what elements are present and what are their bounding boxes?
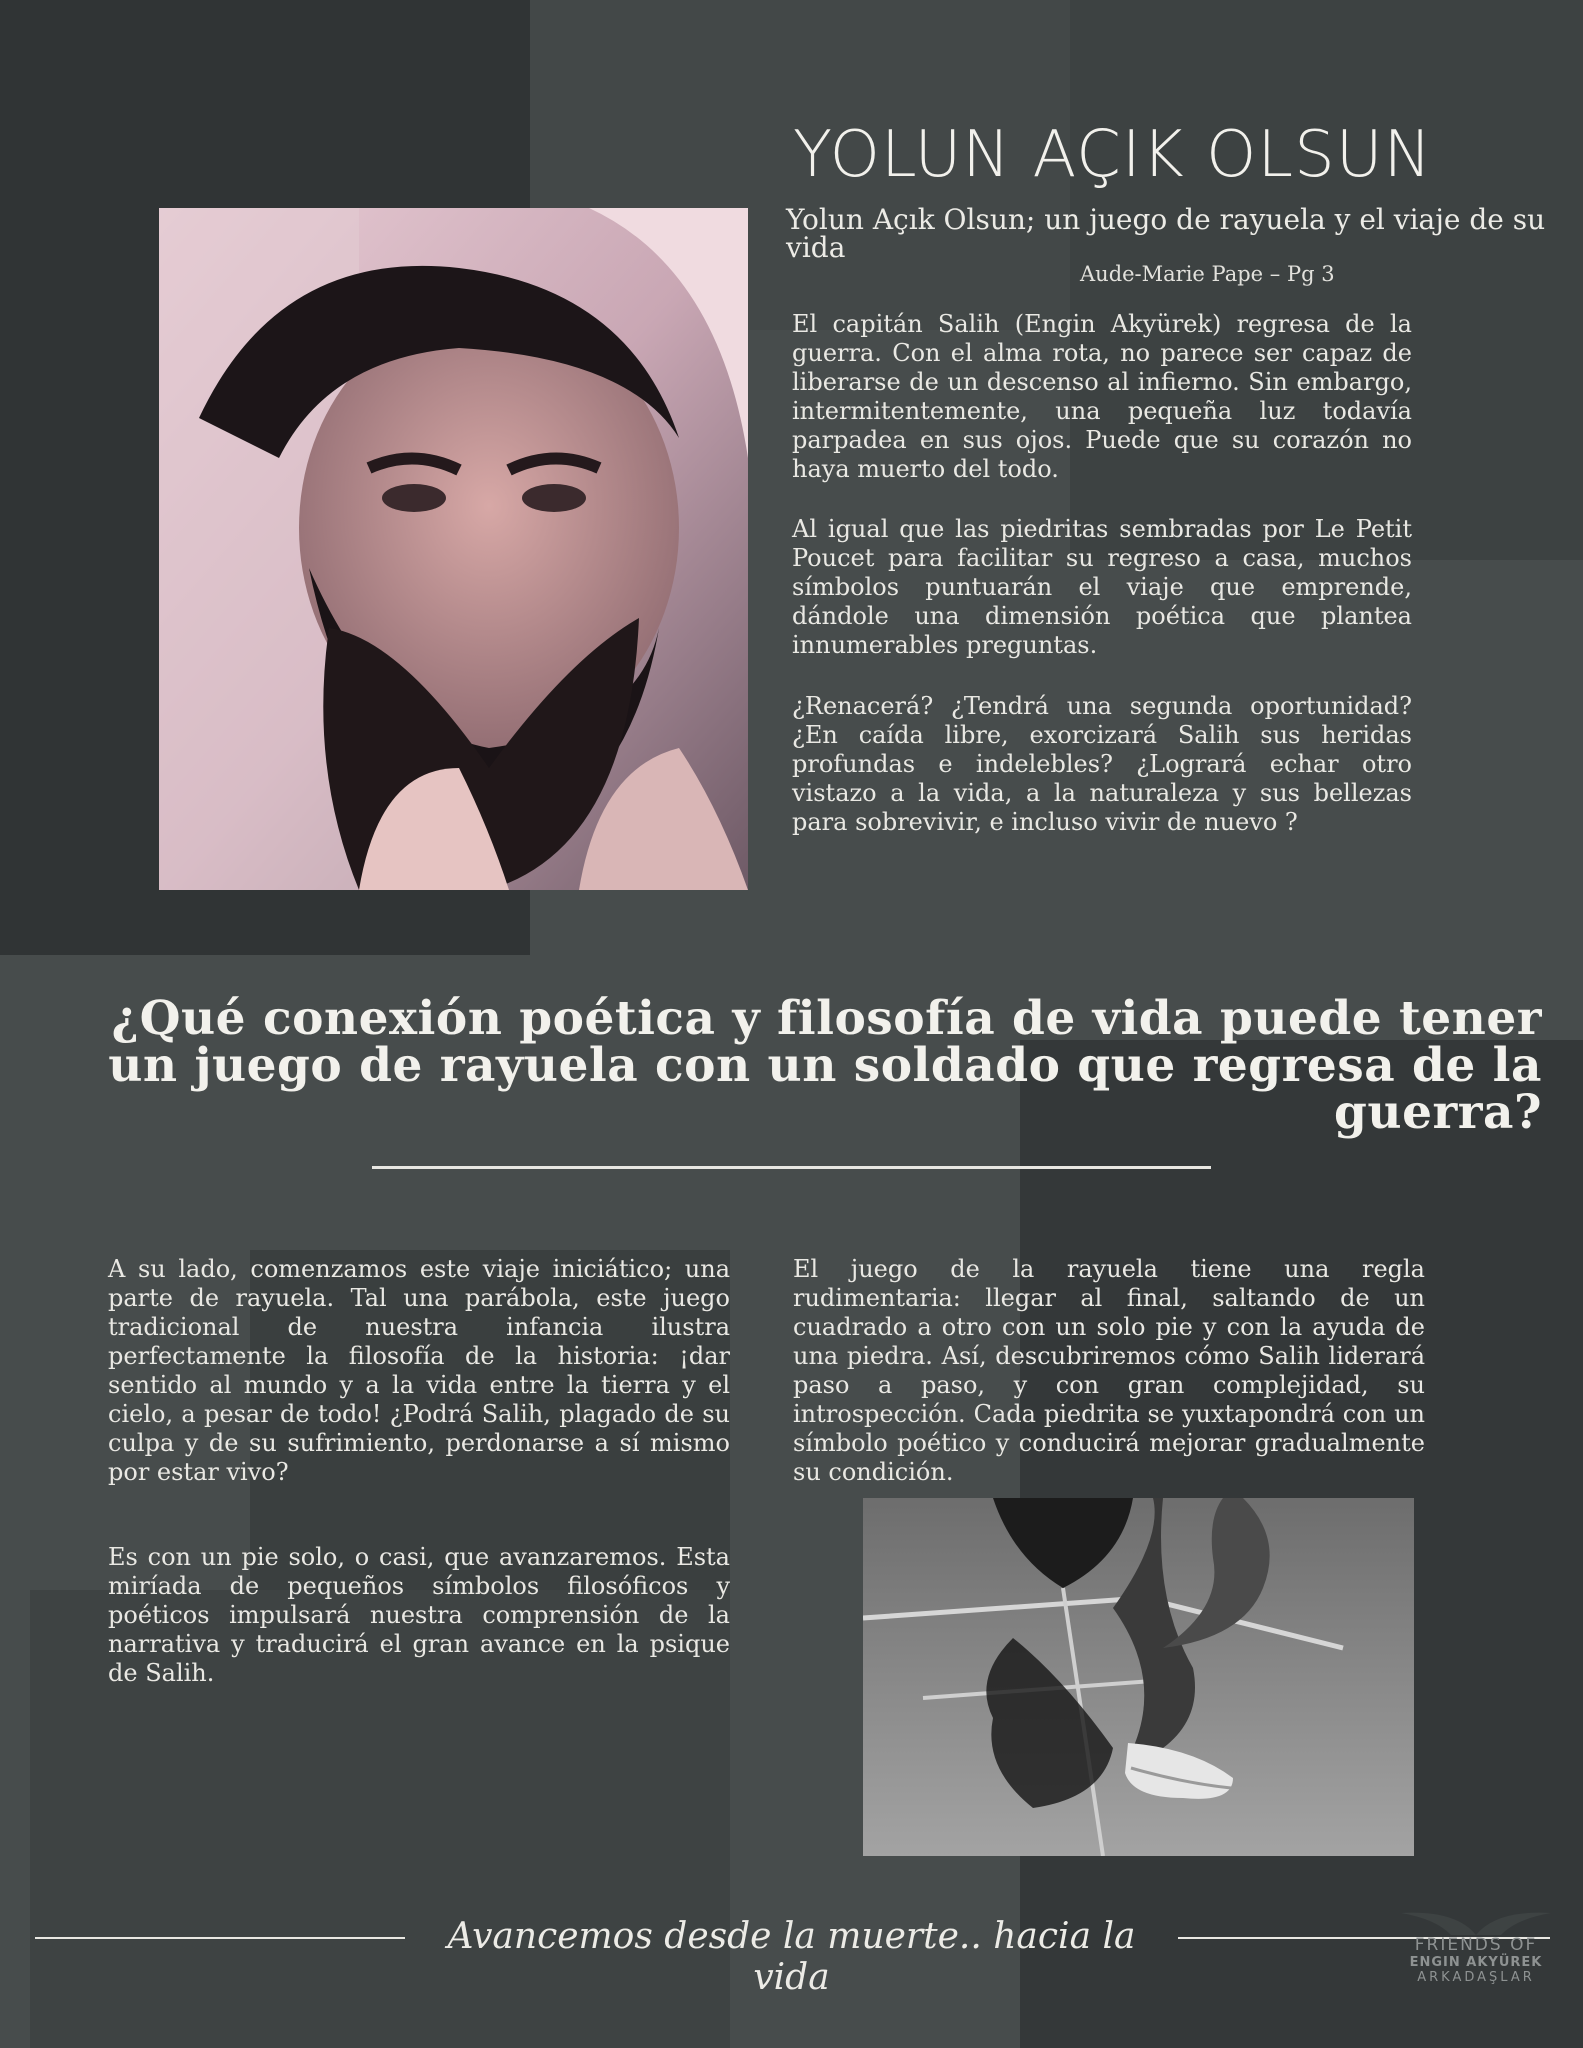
article-subtitle: Yolun Açık Olsun; un juego de rayuela y el viaje de su vida	[786, 203, 1546, 264]
footer-divider-left	[35, 1937, 405, 1939]
author-byline: Aude-Marie Pape – Pg 3	[1080, 262, 1335, 286]
section-question-heading: ¿Qué conexión poética y filosofía de vida puede tener un juego de rayuela con un soldado que regresa de la guerra?	[108, 991, 1542, 1140]
intro-paragraph-2: Al igual que las piedritas sembradas por Le Petit Poucet para facilitar su regreso a casa, muchos símbolos puntuarán el viaje que emprende, dándole una dimensión poética que plantea innumerables preguntas.	[792, 515, 1412, 659]
body-right-paragraph: El juego de la rayuela tiene una regla rudimentaria: llegar al final, saltando de un cuadrado a otro con un solo pie y con la ayuda de una piedra. Así, descubriremos cómo Salih liderará paso a paso, y con gran complejidad, su introspección. Cada piedrita se yuxtapondrá con un símbolo poético y conducirá mejorar gradualmente su condición.	[793, 1255, 1425, 1486]
intro-paragraph-3: ¿Renacerá? ¿Tendrá una segunda oportunidad? ¿En caída libre, exorcizará Salih sus heridas profundas e indelebles? ¿Logrará echar otro vistazo a la vida, a la naturaleza y sus bellezas para sobrevivir, e incluso vivir de nuevo ?	[792, 692, 1412, 836]
footer-quote: Avancemos desde la muerte.. hacia la vida	[447, 1916, 1136, 1998]
friends-of-engin-akyurek-logo	[1396, 1905, 1556, 1990]
logo-text-line-3: ARKADAŞLAR	[1417, 1970, 1535, 1985]
portrait-photo	[159, 208, 748, 890]
bearded-man-portrait-icon	[159, 208, 748, 890]
logo-text-line-2: ENGIN AKYÜREK	[1409, 1955, 1543, 1970]
logo-text-line-1: FRIENDS OF	[1414, 1935, 1538, 1955]
hopscotch-photo	[863, 1498, 1414, 1856]
hopscotch-foot-photo-icon	[863, 1498, 1414, 1856]
intro-paragraph-1: El capitán Salih (Engin Akyürek) regresa de la guerra. Con el alma rota, no parece ser capaz de liberarse de un descenso al infierno. Sin embargo, intermitentemente, una pequeña luz todavía parpadea en sus ojos. Puede que su corazón no haya muerto del todo.	[792, 310, 1412, 483]
body-left-paragraph-1: A su lado, comenzamos este viaje iniciático; una parte de rayuela. Tal una parábola, este juego tradicional de nuestra infancia ilustra perfectamente la filosofía de la historia: ¡dar sentido al mundo y a la vida entre la tierra y el cielo, a pesar de todo! ¿Podrá Salih, plagado de su culpa y de su sufrimiento, perdonarse a sí mismo por estar vivo?	[108, 1255, 730, 1486]
page-title: YOLUN AÇIK OLSUN	[793, 118, 1433, 192]
body-left-paragraph-2: Es con un pie solo, o casi, que avanzaremos. Esta miríada de pequeños símbolos filosóficos y poéticos impulsará nuestra comprensión de la narrativa y traducirá el gran avance en la psique de Salih.	[108, 1543, 730, 1687]
section-divider	[372, 1166, 1211, 1169]
